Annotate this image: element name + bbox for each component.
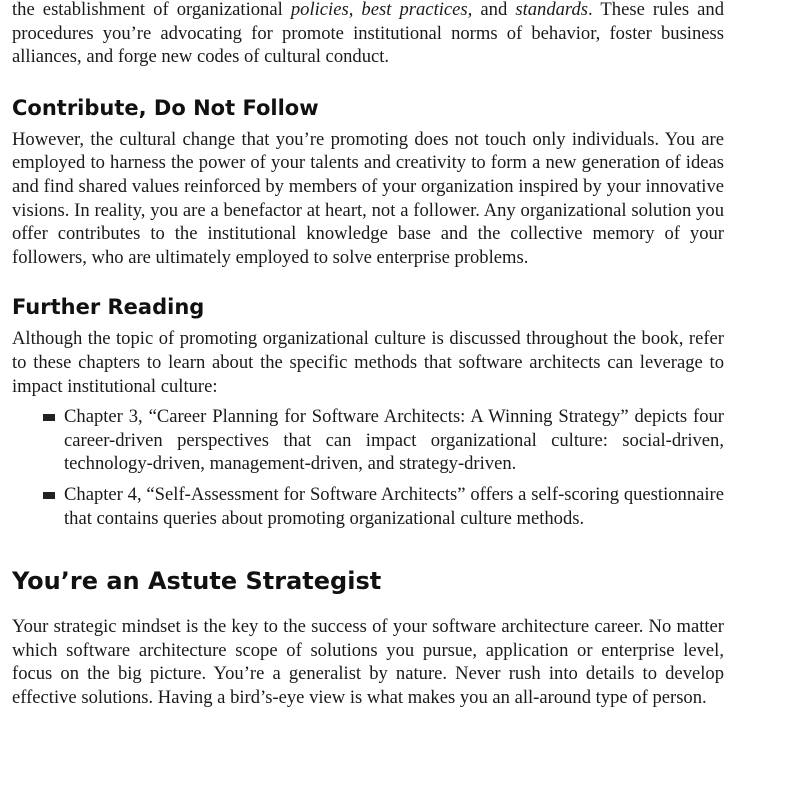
intro-italic-standards: standards — [515, 0, 589, 20]
paragraph-strategist: Your strategic mindset is the key to the success of your software architecture career. No matter which software architecture scope of solutions you pursue, application or enterprise level, focus on the big picture. You’re a generalist by nature. Never rush into details to develop effective solutions. Having a bird’s-eye view is what makes you an all-around type of person. — [12, 616, 724, 708]
intro-paragraph — [12, 0, 724, 69]
bullet-square-icon — [43, 414, 55, 421]
book-page — [12, 0, 724, 709]
further-reading-list — [12, 405, 724, 530]
intro-text-end: . These rules and procedures you’re advocating for promote institutional norms of behavior, foster business alliances, and forge new codes of cultural conduct. — [12, 0, 724, 68]
paragraph-contribute: However, the cultural change that you’re promoting does not touch only individuals. You are employed to harness the power of your talents and creativity to form a new generation of ideas and find shared values reinforced by members of your organization inspired by your innovative visions. In reality, you are a benefactor at heart, not a follower. Any organizational solution you offer contributes to the institutional knowledge base and the collective memory of your followers, who are ultimately employed to solve enterprise problems. — [12, 128, 724, 268]
list-item — [12, 483, 724, 530]
heading-astute-strategist: You’re an Astute Strategist — [12, 567, 382, 596]
heading-contribute: Contribute, Do Not Follow — [12, 95, 319, 120]
list-item-text: Chapter 3, “Career Planning for Software Architects: A Winning Strategy” depicts four career-driven perspectives that can impact organizational culture: social-driven, technology-driven, management-driven, and strategy-driven. — [64, 406, 724, 475]
list-item-text: Chapter 4, “Self-Assessment for Software Architects” offers a self-scoring questionnaire that contains queries about promoting organizational culture methods. — [64, 483, 724, 529]
bullet-square-icon — [43, 492, 55, 499]
intro-italic-policies: policies, best practices, — [290, 0, 473, 20]
heading-further-reading: Further Reading — [12, 295, 205, 320]
list-item — [12, 405, 724, 476]
intro-text-start: the establishment of organizational — [12, 0, 291, 20]
paragraph-further-reading: Although the topic of promoting organizational culture is discussed throughout the book, refer to these chapters to learn about the specific methods that software architects can leverage to impact institutional culture: — [12, 328, 724, 397]
intro-text-and: and — [472, 0, 516, 20]
